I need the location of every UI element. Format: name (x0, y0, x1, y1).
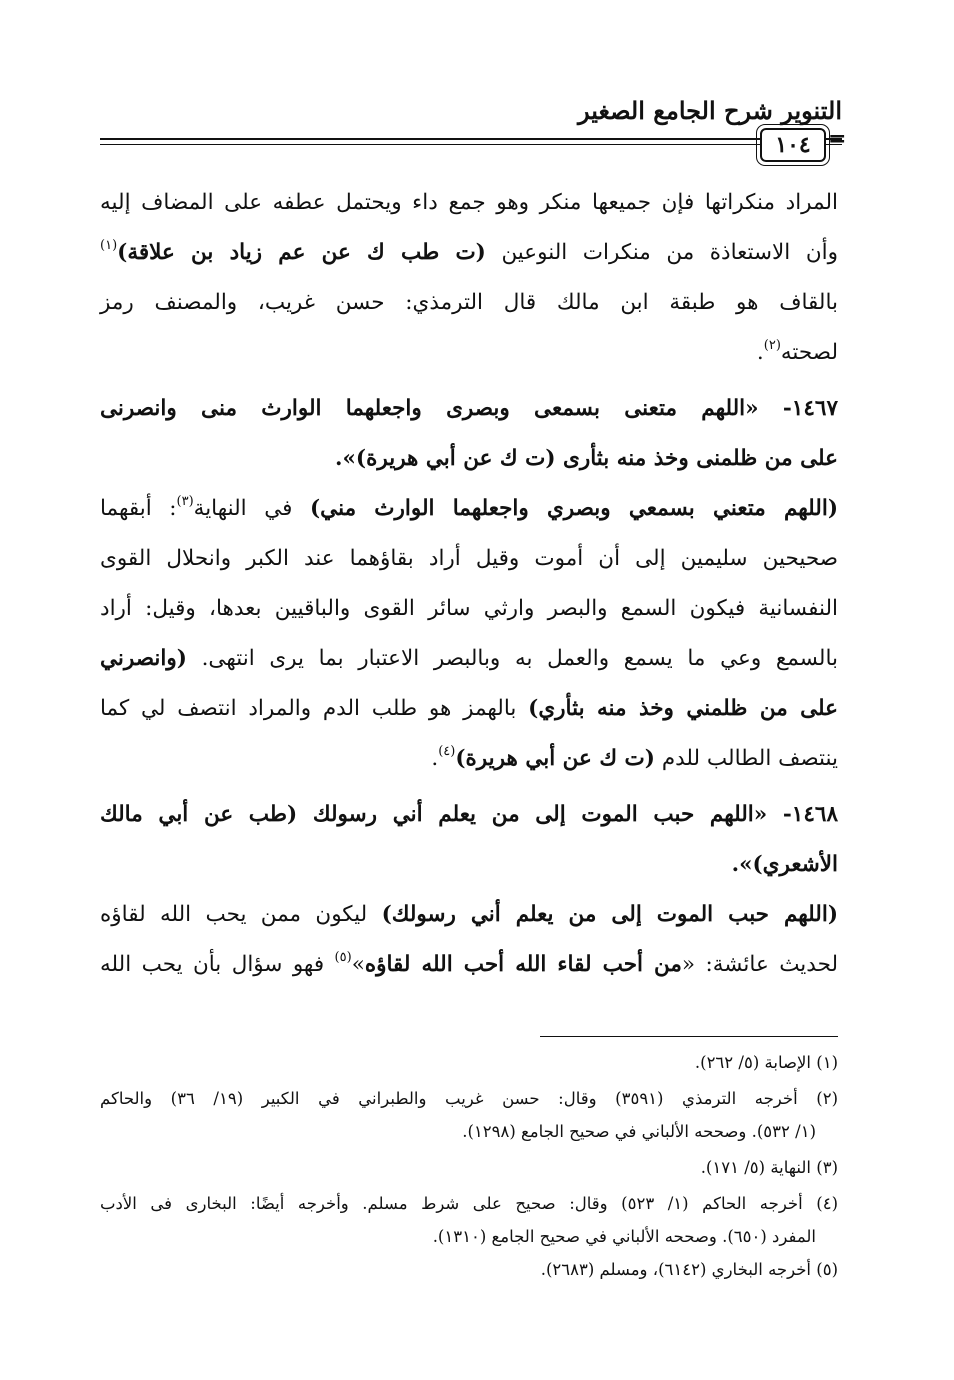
hadith-1467-cont: على من ظلمنى وخذ منه بثأرى (ت ك عن أبي هريرة)». (334, 446, 838, 471)
header-rule-thin (100, 144, 842, 145)
text-line: المراد منكراتها فإن جميعها منكر وهو جمع داء ويحتمل عطفه على المضاف إليه (100, 190, 838, 215)
hadith-1468: ١٤٦٨- «اللهم حبب الموت إلى من يعلم أني رسولك (طب عن أبي مالك (100, 802, 838, 827)
footnotes (100, 1046, 838, 1286)
text-line: صحيحين سليمين إلى أن أموت وقيل أراد بقاؤهما عند الكبر وانحلال القوى (100, 546, 838, 571)
footnote-2: (٢) أخرجه الترمذي (٣٥٩١) وقال: حسن غريب والطبراني في الكبير (١٩/ ٣٦) والحاكم (100, 1089, 838, 1108)
header-ornament: = (828, 126, 847, 152)
text-line: بالسمع وعي ما يسمع والعمل به وبالبصر الاعتبار بما يرى انتهى. (وانصرني (100, 646, 838, 671)
header-rule (100, 138, 842, 140)
text-line: لحديث عائشة: «من أحب لقاء الله أحب الله لقاؤه»$^{(٥)}$ فهو سؤال بأن يحب الله (100, 949, 839, 977)
text-line: على من ظلمني وخذ منه بثأري) بالهمز هو طلب الدم والمراد انتصف لي كما (100, 696, 838, 721)
text-line: وأن الاستعاذة من منكرات النوعين (ت طب ك عن عم زياد بن علاقة)$^{(١)}$ (100, 237, 838, 265)
text-line: لصحته$^{(٢)}$. (756, 337, 838, 365)
text-line: النفسانية فيكون السمع والبصر وارثي سائر القوى والباقيين بعدها، وقيل: أراد (100, 596, 838, 621)
text-line: بالقاف هو طبقة ابن مالك قال الترمذي: حسن غريب، والمصنف رمز (100, 290, 838, 315)
footnote-3: (٣) النهاية (٥/ ١٧١). (700, 1158, 838, 1177)
footnote-5: (٥) أخرجه البخاري (٦١٤٢)، ومسلم (٢٦٨٣). (540, 1260, 838, 1279)
text-line: ينتصف الطالب للدم (ت ك عن أبي هريرة)$^{(٤)}$. (431, 743, 838, 771)
main-text (100, 178, 838, 990)
footnote-separator (540, 1036, 838, 1037)
footnote-4-cont: المفرد (٦٥٠). وصححه الألباني في صحيح الجامع (١٣١٠). (432, 1227, 816, 1246)
footnote-1: (١) الإصابة (٥/ ٢٦٢). (694, 1053, 838, 1072)
hadith-1468-cont: الأشعري)». (731, 852, 838, 877)
text-line: (اللهم حبب الموت إلى من يعلم أني رسولك) ليكون ممن يحب الله لقاؤه (100, 902, 838, 927)
page-number: ١٠٤ (760, 128, 826, 162)
hadith-1467: ١٤٦٧- «اللهم متعنى بسمعى وبصرى واجعلهما الوارث منى وانصرنى (100, 396, 838, 421)
text-line: (اللهم متعني بسمعي وبصري واجعلهما الوارث مني) في النهاية$^{(٣)}$: أبقهما (100, 493, 838, 521)
footnote-4: (٤) أخرجه الحاكم (١/ ٥٢٣) وقال: صحيح على شرط مسلم. وأخرجه أيضًا: البخارى فى الأدب (100, 1194, 838, 1213)
footnote-2-cont: (١/ ٥٣٢). وصححه الألباني في صحيح الجامع (١٢٩٨). (462, 1122, 816, 1141)
running-title: التنوير شرح الجامع الصغير (578, 96, 842, 125)
